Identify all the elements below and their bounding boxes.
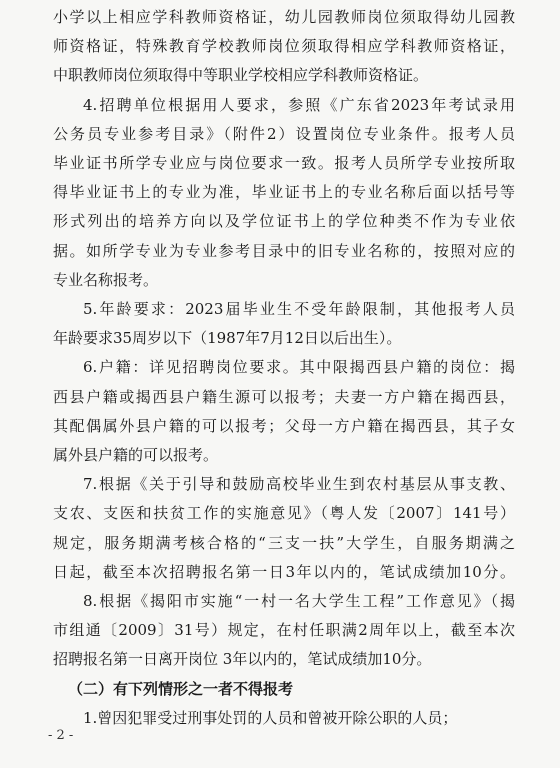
section-heading: （二）有下列情形之一者不得报考: [68, 679, 294, 698]
body-line: 其配偶属外县户籍的可以报考；父母一方户籍在揭西县，其子女: [53, 416, 515, 435]
body-line: 小学以上相应学科教师资格证，幼儿园教师岗位须取得幼儿园教: [53, 8, 515, 26]
body-line: 属外县户籍的可以报考。: [53, 446, 219, 464]
body-line: 招聘报名第一日离开岗位 3年以内的，笔试成绩加10分。: [53, 650, 432, 669]
body-line: 年龄要求35周岁以下（1987年7月12日以后出生）。: [53, 329, 402, 348]
body-line: 专业名称报考。: [53, 270, 159, 289]
body-line: 西县户籍或揭西县户籍生源可以报考；夫妻一方户籍在揭西县，: [53, 387, 515, 406]
body-line: 支农、支医和扶贫工作的实施意见》（粤人发〔2007〕141号）: [53, 504, 515, 523]
body-line: 毕业证书所学专业应与岗位要求一致。报考人员所学专业按所取: [53, 154, 515, 172]
body-line: 公务员专业参考目录》（附件2）设置岗位专业条件。报考人员: [53, 124, 515, 143]
body-line: 中职教师岗位须取得中等职业学校相应学科教师资格证。: [53, 66, 429, 85]
paragraph-6-line: 6.户籍：详见招聘岗位要求。其中限揭西县户籍的岗位：揭: [83, 358, 515, 377]
page-number: - 2 -: [48, 728, 74, 743]
body-line: 规定，服务期满考核合格的“三支一扶”大学生，自服务期满之: [53, 533, 515, 552]
paragraph-5-line: 5.年龄要求：2023届毕业生不受年龄限制，其他报考人员: [83, 300, 515, 318]
body-line: 据。如所学专业为专业参考目录中的旧专业名称的，按照对应的: [53, 241, 515, 260]
paragraph-8-line: 8.根据《揭阳市实施“一村一名大学生工程”工作意见》（揭: [83, 592, 515, 610]
paragraph-7-line: 7.根据《关于引导和鼓励高校毕业生到农村基层从事支教、: [83, 475, 515, 494]
list-item-1-line: 1.曾因犯罪受过刑事处罚的人员和曾被开除公职的人员；: [83, 708, 458, 727]
paragraph-4-line: 4.招聘单位根据用人要求，参照《广东省2023年考试录用: [83, 95, 515, 114]
body-line: 形式列出的培养方向以及学位证书上的学位种类不作为专业依: [53, 212, 515, 231]
body-line: 得毕业证书上的专业为准，毕业证书上的专业名称后面以括号等: [53, 183, 515, 202]
body-line: 市组通〔2009〕31号）规定，在村任职满2周年以上，截至本次: [53, 621, 515, 640]
body-line: 日起，截至本次招聘报名第一日3年以内的，笔试成绩加10分。: [53, 562, 515, 581]
body-line: 师资格证，特殊教育学校教师岗位须取得相应学科教师资格证，: [53, 37, 515, 56]
